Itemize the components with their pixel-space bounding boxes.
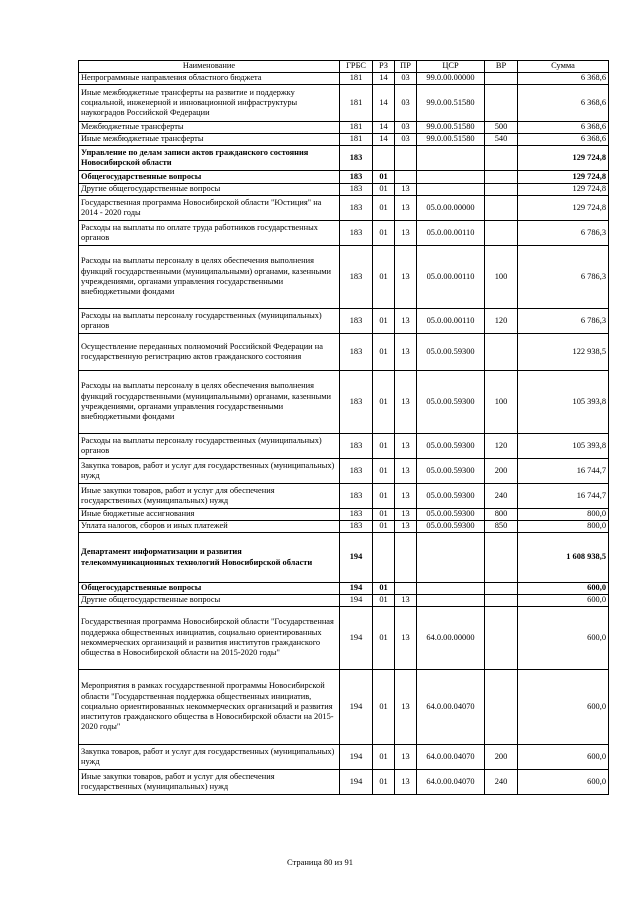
row-pr-cell: 13 (395, 595, 417, 607)
row-sum-cell: 105 393,8 (518, 434, 609, 459)
row-csr-cell: 05.0.00.00110 (417, 221, 485, 246)
row-rz-cell: 01 (373, 184, 395, 196)
table-row (79, 509, 609, 521)
row-name-cell: Расходы на выплаты персоналу государственных (муниципальных) органов (79, 434, 340, 459)
row-pr-cell: 03 (395, 122, 417, 134)
row-name-cell: Другие общегосударственные вопросы (79, 184, 340, 196)
row-rz-cell: 01 (373, 371, 395, 434)
row-rz-cell: 14 (373, 73, 395, 85)
row-pr-cell: 03 (395, 85, 417, 122)
row-grbs-cell: 194 (340, 595, 373, 607)
row-vr-cell: 100 (485, 246, 518, 309)
row-grbs-cell: 183 (340, 521, 373, 533)
table-row (79, 171, 609, 184)
table-header-row (79, 61, 609, 73)
table-row (79, 484, 609, 509)
table-row (79, 334, 609, 371)
row-grbs-cell: 183 (340, 509, 373, 521)
table-row (79, 85, 609, 122)
row-name-cell: Иные межбюджетные трансферты (79, 134, 340, 146)
row-csr-cell: 05.0.00.00110 (417, 309, 485, 334)
table-row (79, 196, 609, 221)
row-pr-cell: 13 (395, 221, 417, 246)
row-vr-cell: 120 (485, 434, 518, 459)
row-sum-cell: 600,0 (518, 607, 609, 670)
row-grbs-cell: 183 (340, 309, 373, 334)
row-rz-cell (373, 533, 395, 583)
row-pr-cell: 13 (395, 484, 417, 509)
row-csr-cell: 64.0.00.04070 (417, 745, 485, 770)
row-pr-cell: 13 (395, 246, 417, 309)
row-vr-cell (485, 595, 518, 607)
row-rz-cell: 01 (373, 334, 395, 371)
row-name-cell: Осуществление переданных полномочий Российской Федерации на государственную регистрацию актов гражданского состояния (79, 334, 340, 371)
row-pr-cell: 13 (395, 521, 417, 533)
table-row (79, 670, 609, 745)
row-grbs-cell: 194 (340, 670, 373, 745)
row-csr-cell: 05.0.00.59300 (417, 521, 485, 533)
row-vr-cell: 200 (485, 745, 518, 770)
row-csr-cell: 64.0.00.00000 (417, 607, 485, 670)
row-csr-cell: 99.0.00.51580 (417, 85, 485, 122)
row-pr-cell: 13 (395, 371, 417, 434)
row-pr-cell (395, 583, 417, 595)
row-name-cell: Государственная программа Новосибирской области "Государственная поддержка общественных инициатив, социально ориентированных некоммерческих организаций и развития институтов гражданского общества в Новосибирской области на 2015-2020 годы" (79, 607, 340, 670)
row-grbs-cell: 183 (340, 484, 373, 509)
table-row (79, 146, 609, 171)
row-rz-cell: 01 (373, 434, 395, 459)
row-vr-cell (485, 196, 518, 221)
row-vr-cell (485, 583, 518, 595)
row-vr-cell (485, 221, 518, 246)
column-header-grbs: ГРБС (340, 61, 373, 73)
row-sum-cell: 129 724,8 (518, 196, 609, 221)
row-csr-cell: 05.0.00.59300 (417, 484, 485, 509)
row-csr-cell (417, 146, 485, 171)
table-row (79, 246, 609, 309)
row-name-cell: Мероприятия в рамках государственной программы Новосибирской области "Государственная поддержка общественных инициатив, социально ориентированных некоммерческих организаций и развития институтов гражданского общества в Новосибирской области на 2015-2020 годы" (79, 670, 340, 745)
row-csr-cell: 05.0.00.59300 (417, 371, 485, 434)
row-name-cell: Государственная программа Новосибирской области "Юстиция" на 2014 - 2020 годы (79, 196, 340, 221)
row-name-cell: Управление по делам записи актов гражданского состояния Новосибирской области (79, 146, 340, 171)
row-sum-cell: 6 786,3 (518, 246, 609, 309)
row-sum-cell: 6 368,6 (518, 73, 609, 85)
row-pr-cell: 13 (395, 309, 417, 334)
row-name-cell: Общегосударственные вопросы (79, 583, 340, 595)
row-sum-cell: 16 744,7 (518, 459, 609, 484)
row-name-cell: Иные закупки товаров, работ и услуг для обеспечения государственных (муниципальных) нужд (79, 484, 340, 509)
row-rz-cell: 01 (373, 196, 395, 221)
row-grbs-cell: 183 (340, 221, 373, 246)
page-number: Страница 80 из 91 (286, 857, 354, 867)
row-pr-cell: 03 (395, 134, 417, 146)
row-name-cell: Межбюджетные трансферты (79, 122, 340, 134)
row-name-cell: Другие общегосударственные вопросы (79, 595, 340, 607)
row-pr-cell: 13 (395, 434, 417, 459)
row-name-cell: Расходы на выплаты персоналу в целях обеспечения выполнения функций государственными (муниципальными) органами, казенными учреждениями, органами управления государственными внебюджетными фондами (79, 246, 340, 309)
table-row (79, 122, 609, 134)
row-csr-cell: 05.0.00.59300 (417, 434, 485, 459)
row-vr-cell (485, 533, 518, 583)
row-sum-cell: 600,0 (518, 595, 609, 607)
row-sum-cell: 6 368,6 (518, 134, 609, 146)
row-rz-cell: 01 (373, 745, 395, 770)
row-rz-cell: 01 (373, 171, 395, 184)
table-row (79, 134, 609, 146)
row-pr-cell (395, 533, 417, 583)
row-grbs-cell: 194 (340, 770, 373, 795)
row-sum-cell: 600,0 (518, 670, 609, 745)
row-rz-cell: 01 (373, 595, 395, 607)
row-csr-cell (417, 595, 485, 607)
row-pr-cell: 13 (395, 509, 417, 521)
row-grbs-cell: 183 (340, 334, 373, 371)
row-sum-cell: 16 744,7 (518, 484, 609, 509)
row-csr-cell: 05.0.00.00110 (417, 246, 485, 309)
row-csr-cell: 64.0.00.04070 (417, 770, 485, 795)
row-csr-cell: 99.0.00.51580 (417, 134, 485, 146)
row-sum-cell: 600,0 (518, 770, 609, 795)
row-grbs-cell: 194 (340, 583, 373, 595)
row-pr-cell: 13 (395, 334, 417, 371)
row-name-cell: Департамент информатизации и развития телекоммуникационных технологий Новосибирской области (79, 533, 340, 583)
row-pr-cell (395, 171, 417, 184)
table-row (79, 583, 609, 595)
row-csr-cell: 64.0.00.04070 (417, 670, 485, 745)
row-sum-cell: 1 608 938,5 (518, 533, 609, 583)
row-csr-cell (417, 533, 485, 583)
row-name-cell: Иные межбюджетные трансферты на развитие и поддержку социальной, инженерной и инновационной инфраструктуры наукоградов Российской Федерации (79, 85, 340, 122)
row-sum-cell: 800,0 (518, 509, 609, 521)
row-csr-cell: 05.0.00.59300 (417, 334, 485, 371)
row-csr-cell: 99.0.00.51580 (417, 122, 485, 134)
row-vr-cell (485, 73, 518, 85)
row-vr-cell: 100 (485, 371, 518, 434)
row-sum-cell: 129 724,8 (518, 146, 609, 171)
row-sum-cell: 6 368,6 (518, 122, 609, 134)
row-grbs-cell: 194 (340, 607, 373, 670)
row-vr-cell: 500 (485, 122, 518, 134)
row-csr-cell (417, 184, 485, 196)
table-row (79, 607, 609, 670)
row-grbs-cell: 194 (340, 745, 373, 770)
row-csr-cell: 05.0.00.00000 (417, 196, 485, 221)
row-rz-cell: 01 (373, 459, 395, 484)
row-vr-cell (485, 85, 518, 122)
row-name-cell: Иные закупки товаров, работ и услуг для обеспечения государственных (муниципальных) нужд (79, 770, 340, 795)
table-row (79, 521, 609, 533)
table-row (79, 221, 609, 246)
row-sum-cell: 600,0 (518, 583, 609, 595)
row-grbs-cell: 181 (340, 122, 373, 134)
row-rz-cell: 01 (373, 521, 395, 533)
row-pr-cell: 13 (395, 196, 417, 221)
row-rz-cell: 01 (373, 221, 395, 246)
row-sum-cell: 6 786,3 (518, 221, 609, 246)
row-sum-cell: 105 393,8 (518, 371, 609, 434)
row-pr-cell: 13 (395, 670, 417, 745)
row-vr-cell: 240 (485, 484, 518, 509)
row-rz-cell: 14 (373, 122, 395, 134)
row-grbs-cell: 181 (340, 134, 373, 146)
row-rz-cell: 01 (373, 607, 395, 670)
row-csr-cell: 99.0.00.00000 (417, 73, 485, 85)
row-rz-cell: 01 (373, 246, 395, 309)
row-pr-cell: 13 (395, 770, 417, 795)
row-sum-cell: 6 786,3 (518, 309, 609, 334)
column-header-name: Наименование (79, 61, 340, 73)
row-rz-cell: 01 (373, 309, 395, 334)
table-row (79, 309, 609, 334)
table-row (79, 371, 609, 434)
row-grbs-cell: 183 (340, 371, 373, 434)
row-name-cell: Расходы на выплаты по оплате труда работников государственных органов (79, 221, 340, 246)
row-sum-cell: 129 724,8 (518, 184, 609, 196)
row-name-cell: Закупка товаров, работ и услуг для государственных (муниципальных) нужд (79, 745, 340, 770)
row-sum-cell: 600,0 (518, 745, 609, 770)
row-vr-cell: 850 (485, 521, 518, 533)
table-row (79, 595, 609, 607)
row-vr-cell (485, 184, 518, 196)
row-vr-cell: 200 (485, 459, 518, 484)
row-name-cell: Расходы на выплаты персоналу в целях обеспечения выполнения функций государственными (муниципальными) органами, казенными учреждениями, органами управления государственными внебюджетными фондами (79, 371, 340, 434)
row-grbs-cell: 181 (340, 85, 373, 122)
row-csr-cell: 05.0.00.59300 (417, 509, 485, 521)
row-vr-cell (485, 670, 518, 745)
row-rz-cell: 01 (373, 509, 395, 521)
row-name-cell: Непрограммные направления областного бюджета (79, 73, 340, 85)
column-header-pr: ПР (395, 61, 417, 73)
row-vr-cell: 120 (485, 309, 518, 334)
row-csr-cell: 05.0.00.59300 (417, 459, 485, 484)
row-vr-cell (485, 334, 518, 371)
row-grbs-cell: 183 (340, 171, 373, 184)
row-grbs-cell: 183 (340, 434, 373, 459)
row-pr-cell (395, 146, 417, 171)
row-vr-cell (485, 171, 518, 184)
table-row (79, 184, 609, 196)
budget-table (78, 60, 609, 795)
row-name-cell: Уплата налогов, сборов и иных платежей (79, 521, 340, 533)
row-pr-cell: 03 (395, 73, 417, 85)
row-grbs-cell: 183 (340, 196, 373, 221)
row-sum-cell: 129 724,8 (518, 171, 609, 184)
row-pr-cell: 13 (395, 607, 417, 670)
row-rz-cell: 01 (373, 770, 395, 795)
row-sum-cell: 6 368,6 (518, 85, 609, 122)
row-sum-cell: 800,0 (518, 521, 609, 533)
column-header-rz: РЗ (373, 61, 395, 73)
row-rz-cell (373, 146, 395, 171)
row-grbs-cell: 181 (340, 73, 373, 85)
row-grbs-cell: 183 (340, 184, 373, 196)
row-vr-cell: 800 (485, 509, 518, 521)
row-name-cell: Расходы на выплаты персоналу государственных (муниципальных) органов (79, 309, 340, 334)
row-grbs-cell: 183 (340, 146, 373, 171)
table-row (79, 434, 609, 459)
row-rz-cell: 14 (373, 134, 395, 146)
row-vr-cell (485, 607, 518, 670)
column-header-vr: ВР (485, 61, 518, 73)
row-pr-cell: 13 (395, 459, 417, 484)
row-grbs-cell: 183 (340, 459, 373, 484)
row-rz-cell: 01 (373, 670, 395, 745)
row-name-cell: Общегосударственные вопросы (79, 171, 340, 184)
row-vr-cell (485, 146, 518, 171)
table-row (79, 459, 609, 484)
table-row (79, 770, 609, 795)
row-csr-cell (417, 171, 485, 184)
table-row (79, 533, 609, 583)
table-row (79, 745, 609, 770)
row-vr-cell: 240 (485, 770, 518, 795)
row-name-cell: Закупка товаров, работ и услуг для государственных (муниципальных) нужд (79, 459, 340, 484)
table-row (79, 73, 609, 85)
row-csr-cell (417, 583, 485, 595)
row-vr-cell: 540 (485, 134, 518, 146)
row-name-cell: Иные бюджетные ассигнования (79, 509, 340, 521)
row-rz-cell: 14 (373, 85, 395, 122)
row-sum-cell: 122 938,5 (518, 334, 609, 371)
row-pr-cell: 13 (395, 184, 417, 196)
row-grbs-cell: 194 (340, 533, 373, 583)
row-pr-cell: 13 (395, 745, 417, 770)
column-header-sum: Сумма (518, 61, 609, 73)
column-header-csr: ЦСР (417, 61, 485, 73)
row-rz-cell: 01 (373, 583, 395, 595)
row-rz-cell: 01 (373, 484, 395, 509)
table-body (79, 73, 609, 795)
row-grbs-cell: 183 (340, 246, 373, 309)
